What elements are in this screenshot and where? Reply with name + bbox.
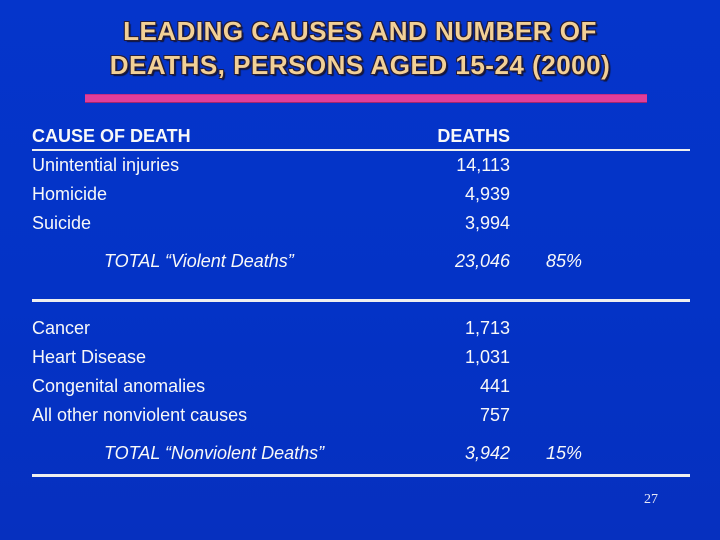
nonviolent-total-deaths: 3,942 (464, 443, 510, 463)
deaths-value: 757 (479, 405, 510, 425)
deaths-value: 14,113 (456, 155, 510, 175)
slide-title-line2: DEATHS, PERSONS AGED 15-24 (2000) (109, 50, 611, 80)
cause-label: All other nonviolent causes (32, 405, 248, 425)
bottom-divider (32, 474, 690, 477)
table-header-row (32, 124, 690, 148)
page-number: 27 (644, 492, 658, 507)
header-deaths: DEATHS (437, 126, 510, 146)
table-row (32, 180, 690, 209)
table-row (32, 343, 690, 372)
nonviolent-total-percent: 15% (546, 443, 583, 463)
deaths-value: 1,713 (464, 318, 510, 338)
nonviolent-total-label: TOTAL “Nonviolent Deaths” (104, 443, 325, 463)
title-accent-rule (85, 95, 647, 102)
slide-title (0, 14, 720, 82)
table-row (32, 209, 690, 238)
cause-label: Homicide (32, 184, 108, 204)
deaths-value: 1,031 (464, 347, 510, 367)
cause-label: Cancer (32, 318, 91, 338)
cause-label: Suicide (32, 213, 92, 233)
deaths-value: 4,939 (464, 184, 510, 204)
violent-total-deaths: 23,046 (454, 251, 510, 271)
nonviolent-total-row (32, 438, 690, 468)
table-row (32, 372, 690, 401)
deaths-table (32, 124, 690, 477)
violent-total-label: TOTAL “Violent Deaths” (104, 251, 294, 271)
cause-label: Heart Disease (32, 347, 147, 367)
violent-total-percent: 85% (546, 251, 583, 271)
violent-total-row (32, 246, 690, 276)
table-row (32, 151, 690, 180)
slide-title-line1: LEADING CAUSES AND NUMBER OF (123, 16, 597, 46)
violent-section (32, 151, 690, 276)
deaths-value: 441 (479, 376, 510, 396)
header-cause-of-death: CAUSE OF DEATH (32, 126, 191, 146)
section-divider (32, 299, 690, 302)
table-row (32, 314, 690, 343)
nonviolent-section (32, 314, 690, 468)
deaths-value: 3,994 (464, 213, 510, 233)
table-row (32, 401, 690, 430)
cause-label: Congenital anomalies (32, 376, 206, 396)
cause-label: Unintential injuries (32, 155, 180, 175)
